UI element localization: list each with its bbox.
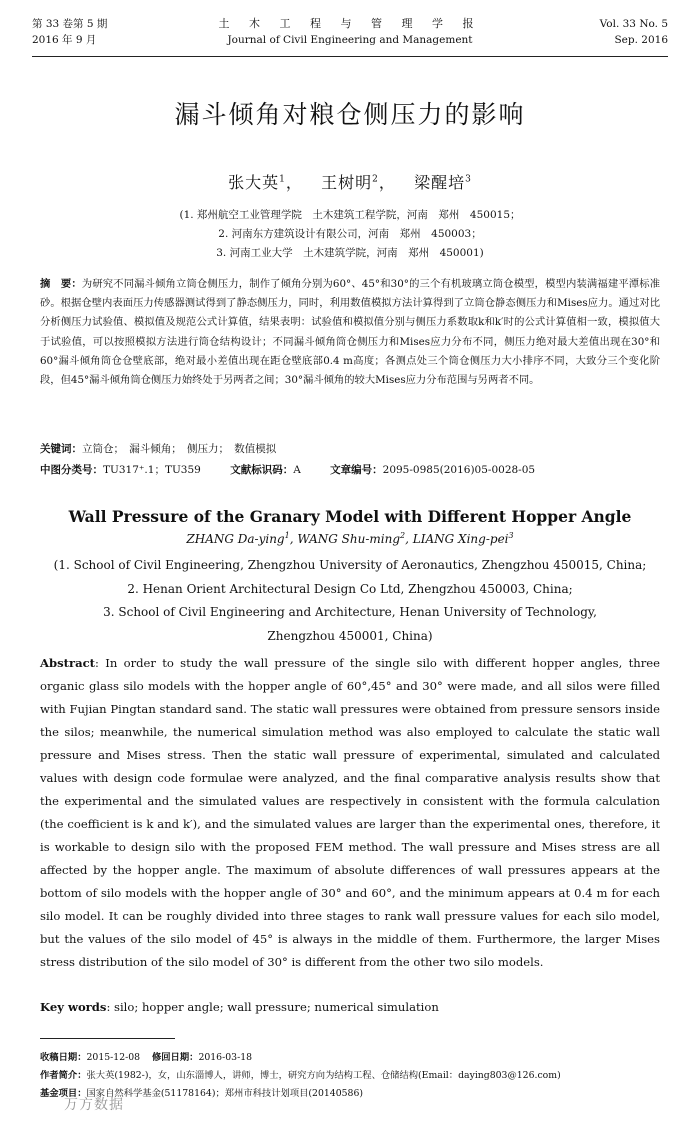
journal-name-en: Journal of Civil Engineering and Management — [227, 34, 473, 46]
keywords-label-cn: 关键词： — [40, 443, 82, 455]
clc-label: 中图分类号： — [40, 464, 103, 476]
abstract-label-en: Abstract — [40, 656, 96, 670]
author-name-en: WANG Shu-ming — [297, 532, 401, 546]
funding-line — [40, 1085, 660, 1103]
paper-title-en: Wall Pressure of the Granary Model with Different Hopper Angle — [68, 507, 632, 526]
author-name-cn: 张大英 — [228, 173, 280, 192]
clc-value: TU317⁺.1；TU359 — [103, 464, 201, 476]
date-en: Sep. 2016 — [614, 34, 668, 46]
doc-code-value: A — [293, 464, 301, 476]
authors-cn: 张大英$^1$， 王树明$^2$， 梁醒培$^3$ — [228, 173, 472, 192]
author-bio-label: 作者简介： — [40, 1070, 87, 1081]
date-cn: 2016 年 9 月 — [32, 34, 97, 46]
footnote-divider — [40, 1038, 175, 1039]
header-divider — [32, 56, 668, 57]
keywords-label-en: Key words — [40, 1000, 107, 1014]
author-name-en: ZHANG Da-ying — [186, 532, 285, 546]
author-name-en: LIANG Xing-pei — [412, 532, 509, 546]
received-date: 2015-12-08 — [86, 1052, 141, 1063]
affiliation-line: 2. 河南东方建筑设计有限公司，河南 郑州 450003； — [218, 228, 482, 240]
funding-label: 基金项目： — [40, 1088, 87, 1099]
article-number-value: 2095-0985(2016)05-0028-05 — [382, 464, 536, 476]
author-bio-text: 张大英(1982-)，女，山东淄博人，讲师，博士，研究方向为结构工程、仓储结构(Email：daying803@126.com) — [86, 1070, 561, 1081]
affiliation-line: (1. 郑州航空工业管理学院 土木建筑工程学院，河南 郑州 450015； — [179, 209, 521, 221]
received-line — [40, 1049, 660, 1067]
paper-title-cn: 漏斗倾角对粮仓侧压力的影响 — [174, 100, 526, 129]
affiliation-line: (1. School of Civil Engineering, Zhengzhou University of Aeronautics, Zhengzhou 450015, China; — [53, 558, 647, 572]
abstract-en — [40, 652, 660, 974]
header-center — [32, 16, 668, 48]
journal-name-cn: 土 木 工 程 与 管 理 学 报 — [218, 17, 482, 30]
footnotes — [40, 1049, 660, 1103]
volume-cn: 第 33 卷第 5 期 — [32, 18, 108, 30]
volume-en: Vol. 33 No. 5 — [599, 18, 668, 30]
doc-code-label: 文献标识码： — [230, 464, 294, 476]
author-name-cn: 梁醒培 — [414, 173, 466, 192]
keywords-text-cn: 立筒仓； 漏斗倾角； 侧压力； 数值模拟 — [82, 443, 277, 455]
author-sup: 3 — [508, 531, 514, 540]
received-label: 收稿日期： — [40, 1052, 87, 1063]
classification-line — [40, 461, 660, 480]
author-sup: 1 — [284, 531, 290, 540]
abstract-text-en: : In order to study the wall pressure of the single silo with different hopper angles, three organic glass silo models with the hopper angle of 60°,45° and 30° were made, and all silos were filled with Fujian Pingtan standard sand. The static wall pressures were obtained from pressure sensors inside the silos; meanwhile, the numerical simulation method was also employed to calculate the static wall pressure and Mises stress. Then the static wall pressure of experimental, simulated and calculated values with design code formulae were analyzed, and the final comparative analysis results show that the experimental and the simulated values are respectively in consistent with the formula calculation (the coefficient is k and k′), and the simulated values are larger than the experimental ones, therefore, it is workable to design silo with the proposed FEM method. The wall pressure and Mises stress are all affected by the hopper angle. The maximum of absolute differences of wall pressures appears at the bottom of silo models with the hopper angle of 30° and 60°, and the minimum appears at 0.4 m for each silo model. It can be roughly divided into three stages to rank wall pressure values for each silo model, but the values of the silo model of 45° is always in the middle of them. Furthermore, the larger Mises stress distribution of the silo model of 30° is different from the other two silo models. — [40, 656, 660, 969]
affiliation-line: 3. School of Civil Engineering and Architecture, Henan University of Technology, — [103, 605, 597, 619]
keywords-text-en: : silo; hopper angle; wall pressure; numerical simulation — [106, 1000, 439, 1014]
author-name-cn: 王树明 — [321, 173, 373, 192]
keywords-en — [40, 996, 660, 1018]
keywords-cn — [40, 440, 660, 459]
affiliation-line: 2. Henan Orient Architectural Design Co Ltd, Zhengzhou 450003, China; — [127, 581, 573, 596]
author-sup: 2 — [400, 531, 406, 540]
affiliation-line: 3. 河南工业大学 土木建筑学院，河南 郑州 450001) — [216, 247, 484, 259]
author-sup: 3 — [465, 174, 472, 185]
journal-header — [32, 14, 668, 54]
affiliations-cn — [0, 206, 700, 263]
abstract-label-cn: 摘 要： — [40, 278, 82, 290]
abstract-cn — [40, 275, 660, 390]
author-sup: 1 — [279, 174, 286, 185]
affiliation-line: Zhengzhou 450001, China) — [267, 628, 433, 643]
funding-text: 国家自然科学基金(51178164)；郑州市科技计划项目(20140586) — [86, 1088, 363, 1099]
affiliations-en — [0, 554, 700, 648]
header-right — [600, 16, 668, 48]
author-bio-line — [40, 1067, 660, 1085]
authors-en: ZHANG Da-ying$^1$, WANG Shu-ming$^2$, LIANG Xing-pei$^3$ — [186, 531, 514, 546]
wanfang-watermark: 万方数据 — [64, 1097, 124, 1113]
article-number-label: 文章编号： — [330, 464, 383, 476]
revised-date: 2016-03-18 — [198, 1052, 253, 1063]
abstract-text-cn: 为研究不同漏斗倾角立筒仓侧压力，制作了倾角分别为60°、45°和30°的三个有机玻璃立筒仓模型，模型内装满福建平潭标准砂。根据仓壁内表面压力传感器测试得到了静态侧压力，同时，利用数值模拟方法计算得到了立筒仓静态侧压力和Mises应力。通过对比分析侧压力试验值、模拟值及规范公式计算值，结果表明：试验值和模拟值分别与侧压力系数取k和k′时的公式计算值相一致，模拟值大于试验值，可以按照模拟方法进行筒仓结构设计；不同漏斗倾角筒仓侧压力和Mises应力分布不同，侧压力绝对最大差值出现在30°和60°漏斗倾角筒仓仓壁底部，绝对最小差值出现在距仓壁底部0.4 m高度；各测点处三个筒仓侧压力大小排序不同，大致分三个变化阶段，但45°漏斗倾角筒仓侧压力始终处于另两者之间；30°漏斗倾角的较大Mises应力分布范围与另两者不同。 — [40, 278, 660, 387]
author-sup: 2 — [372, 174, 379, 185]
revised-label: 修回日期： — [151, 1052, 199, 1063]
